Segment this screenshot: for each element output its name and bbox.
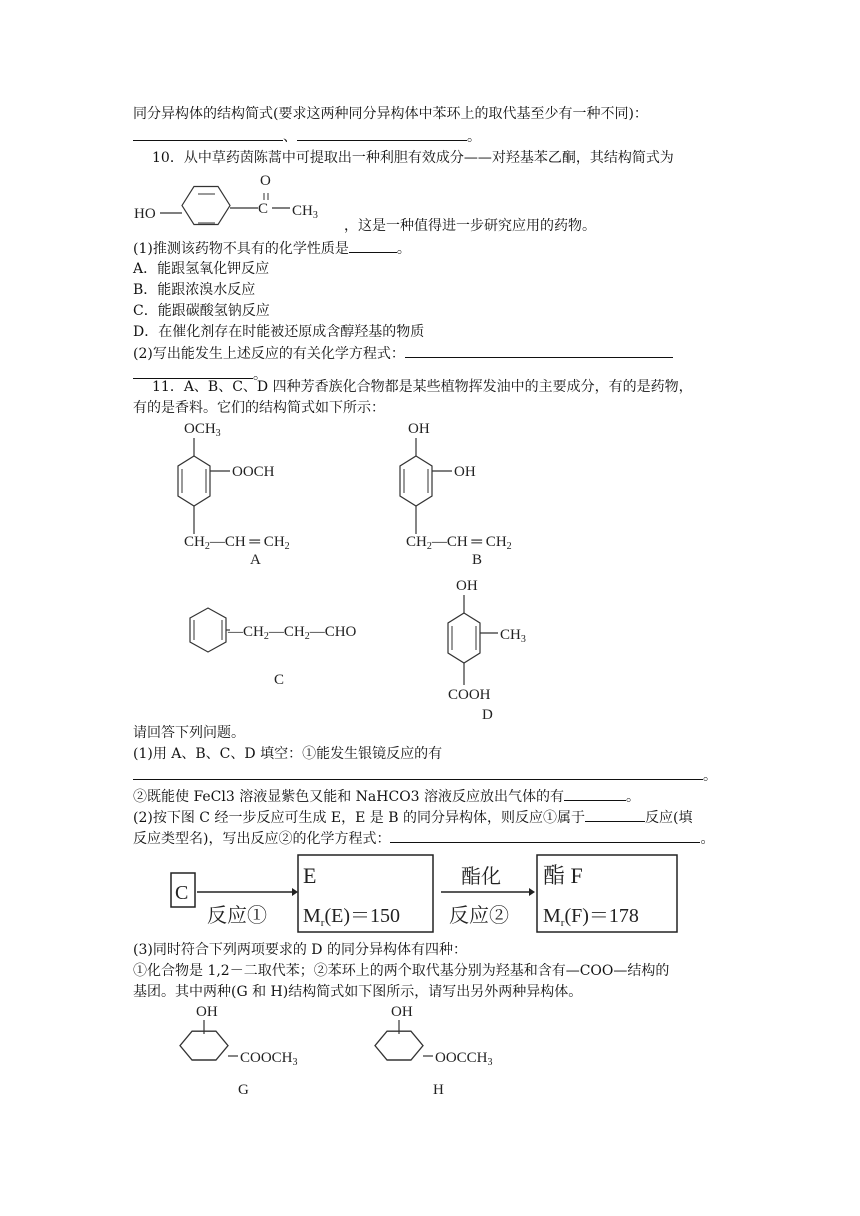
q11-stem: 11．A、B、C、D 四种芳香族化合物都是某些植物挥发油中的主要成分，有的是药物， bbox=[152, 379, 693, 395]
svg-text:Mr(E)＝150: $M_r(E)=150$ bbox=[303, 905, 401, 929]
svg-text:酯化: 酯化 bbox=[461, 866, 501, 888]
answer-blank[interactable] bbox=[405, 343, 673, 358]
svg-text:OH: OH bbox=[454, 464, 476, 480]
answer-blank[interactable] bbox=[349, 238, 397, 253]
svg-text:B: B bbox=[472, 552, 483, 566]
answer-blank[interactable] bbox=[585, 807, 645, 822]
option-b: B．能跟浓溴水反应 bbox=[133, 282, 256, 298]
svg-text:—CH2—CH2—CHO: $—CH_2—CH_2—CHO$ bbox=[228, 624, 357, 642]
option-d: D．在催化剂存在时能被还原成含醇羟基的物质 bbox=[133, 324, 425, 340]
option-a: A．能跟氢氧化钾反应 bbox=[133, 261, 270, 277]
answer-blank[interactable] bbox=[133, 765, 703, 780]
svg-text:COOCH3: $COOCH_3$ bbox=[240, 1050, 298, 1068]
svg-text:COOH: COOH bbox=[448, 687, 491, 703]
structure-d bbox=[430, 573, 570, 727]
svg-text:E: E bbox=[303, 863, 317, 888]
svg-text:反应②: 反应② bbox=[449, 905, 509, 927]
svg-text:酯 F: 酯 F bbox=[543, 863, 583, 888]
svg-text:OH: OH bbox=[408, 421, 430, 437]
structure-b bbox=[382, 416, 582, 570]
structure-g bbox=[160, 1000, 360, 1104]
structure-q10 bbox=[130, 163, 345, 237]
svg-text:G: G bbox=[238, 1082, 249, 1098]
q11-part1-blank: 。 bbox=[133, 765, 717, 786]
q11-part1b: ②既能使 FeCl3 溶液显紫色又能和 NaHCO3 溶液反应放出气体的有 。 bbox=[133, 786, 640, 807]
svg-text:OCH3: $OCH_3$ bbox=[184, 421, 221, 439]
svg-text:OOCCH3: $OOCCH_3$ bbox=[435, 1050, 493, 1068]
q11-part2: (2)按下图 C 经一步反应可生成 E，E 是 B 的同分异构体，则反应①属于 反应(填 bbox=[133, 807, 692, 828]
intro-line: 同分异构体的结构简式(要求这两种同分异构体中苯环上的取代基至少有一种不同)： bbox=[133, 106, 648, 122]
svg-text:H: H bbox=[433, 1082, 444, 1098]
q11-part3: (3)同时符合下列两项要求的 D 的同分异构体有四种： bbox=[133, 942, 467, 958]
reaction-flow-diagram bbox=[165, 850, 685, 944]
svg-text:HO: HO bbox=[134, 206, 156, 222]
svg-text:A: A bbox=[250, 552, 261, 566]
q11-part1: (1)用 A、B、C、D 填空：①能发生银镜反应的有 bbox=[133, 746, 443, 762]
q11-ask: 请回答下列问题。 bbox=[133, 725, 245, 741]
svg-text:Mr(F)＝178: $M_r(F)=178$ bbox=[543, 905, 639, 929]
answer-blank[interactable] bbox=[133, 126, 283, 141]
q11-part3-cond: ①化合物是 1,2－二取代苯；②苯环上的两个取代基分别为羟基和含有—COO—结构的 bbox=[133, 963, 670, 979]
svg-text:C: C bbox=[258, 201, 269, 217]
svg-text:OOCH: OOCH bbox=[232, 464, 275, 480]
intro-blanks: 、 。 bbox=[133, 126, 481, 147]
structure-c bbox=[170, 606, 400, 700]
q11-stem-2: 有的是香料。它们的结构简式如下所示： bbox=[133, 400, 385, 416]
svg-text:CH3: $CH_3$ bbox=[292, 203, 318, 221]
structure-a bbox=[160, 416, 360, 570]
q10-part2-cont: 。 bbox=[133, 364, 267, 385]
svg-text:OH: OH bbox=[391, 1004, 413, 1020]
svg-text:OH: OH bbox=[456, 578, 478, 594]
option-c: C．能跟碳酸氢钠反应 bbox=[133, 303, 270, 319]
svg-text:C: C bbox=[175, 882, 189, 904]
q10-part2: (2)写出能发生上述反应的有关化学方程式： bbox=[133, 343, 673, 364]
svg-text:CH2—CH ═ CH2: $CH_2—CH$ ═ $CH_2$ bbox=[184, 534, 290, 552]
svg-text:CH3: $CH_3$ bbox=[500, 627, 526, 645]
answer-blank[interactable] bbox=[564, 786, 626, 801]
q10-part1: (1)推测该药物不具有的化学性质是 。 bbox=[133, 238, 411, 259]
answer-blank[interactable] bbox=[390, 828, 700, 843]
structure-h bbox=[355, 1000, 555, 1104]
svg-text:OH: OH bbox=[196, 1004, 218, 1020]
svg-text:D: D bbox=[482, 707, 493, 723]
q10-after-structure: ，这是一种值得进一步研究应用的药物。 bbox=[344, 218, 596, 234]
svg-text:反应①: 反应① bbox=[207, 905, 267, 927]
svg-text:CH2—CH ═ CH2: $CH_2—CH$ ═ $CH_2$ bbox=[406, 534, 512, 552]
q11-part2-cont: 反应类型名)，写出反应②的化学方程式： 。 bbox=[133, 828, 714, 849]
svg-text:C: C bbox=[274, 672, 285, 688]
answer-blank[interactable] bbox=[297, 126, 467, 141]
svg-text:O: O bbox=[260, 173, 271, 189]
q10-stem: 10．从中草药茵陈蒿中可提取出一种利胆有效成分——对羟基苯乙酮，其结构简式为 bbox=[152, 150, 674, 166]
q11-part3-cont: 基团。其中两种(G 和 H)结构简式如下图所示，请写出另外两种异构体。 bbox=[133, 984, 583, 1000]
